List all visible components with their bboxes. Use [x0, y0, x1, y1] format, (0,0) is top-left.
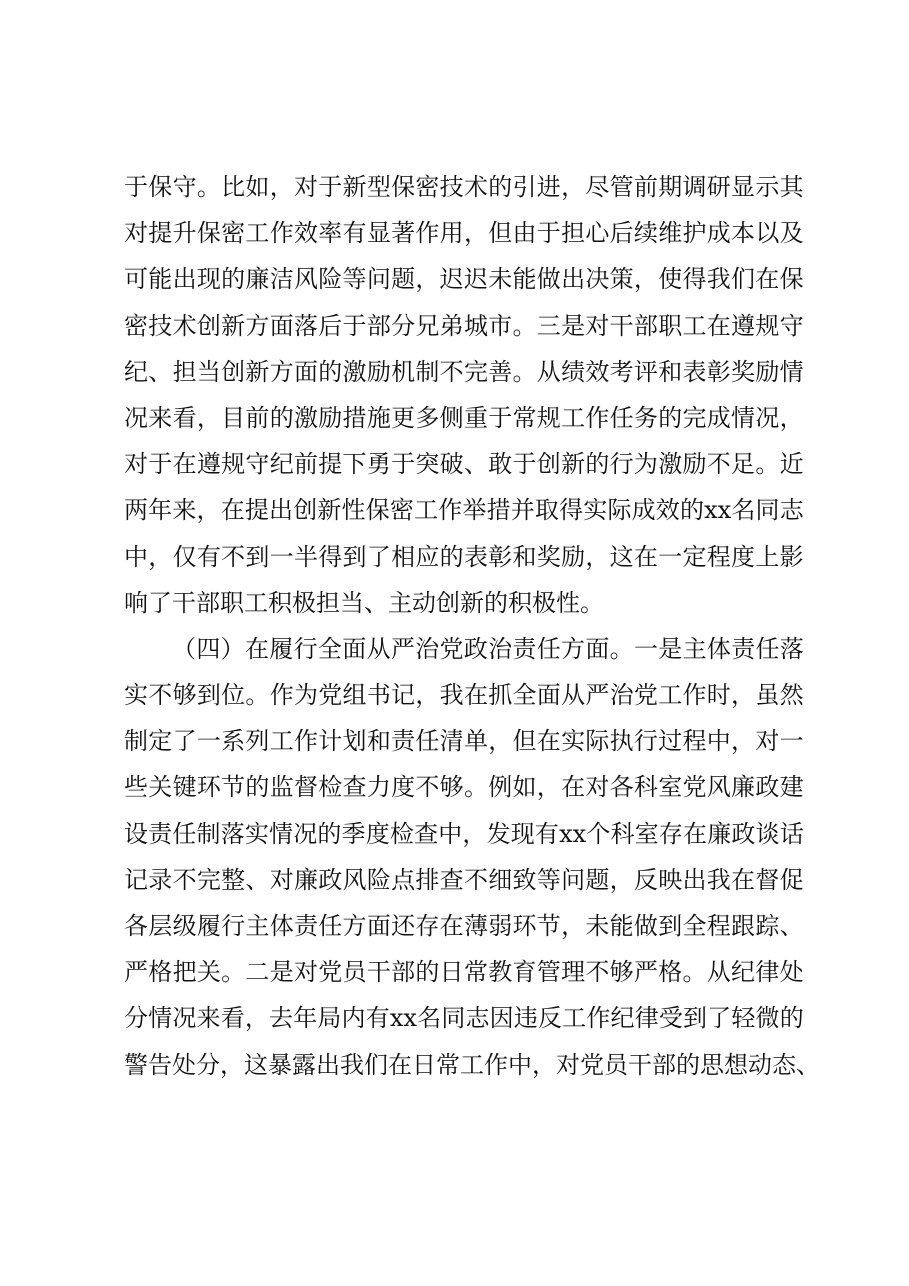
text-line: 响了干部职工积极担当、主动创新的积极性。: [124, 588, 604, 617]
text-line: 严 格 把 关 。 二 是 对 党 员 干 部 的 日 常 教 育 管 理 不 够 严 格 。 从 纪 律 处: [124, 958, 804, 987]
text-line: 中 ， 仅 有 不 到 一 半 得 到 了 相 应 的 表 彰 和 奖 励 ， 这 在 一 定 程 度 上 影: [124, 542, 804, 571]
text-line: 些 关 键 环 节 的 监 督 检 查 力 度 不 够 。 例 如 ， 在 对 各 科 室 党 风 廉 政 建: [124, 773, 804, 802]
text-line: 况 来 看 ， 目 前 的 激 励 措 施 更 多 侧 重 于 常 规 工 作 任 务 的 完 成 情 况 ，: [124, 403, 804, 432]
document-body: [124, 164, 820, 1088]
text-line: 各 层 级 履 行 主 体 责 任 方 面 还 存 在 薄 弱 环 节 ， 未 能 做 到 全 程 跟 踪 、: [124, 912, 804, 940]
section-heading-line: （ 四 ） 在 履 行 全 面 从 严 治 党 政 治 责 任 方 面 。 一 是 主 体 责 任 落: [172, 634, 804, 663]
text-line: 警 告 处 分 ， 这 暴 露 出 我 们 在 日 常 工 作 中 ， 对 党 员 干 部 的 思 想 动 态 、: [124, 1050, 820, 1079]
text-line: 分 情 况 来 看 ， 去 年 局 内 有 xx 名 同 志 因 违 反 工 作 纪 律 受 到 了 轻 微 的: [124, 1004, 804, 1033]
text-line: 纪 、 担 当 创 新 方 面 的 激 励 机 制 不 完 善 。 从 绩 效 考 评 和 表 彰 奖 励 情: [124, 357, 804, 386]
text-line: 实 不 够 到 位 。 作 为 党 组 书 记 ， 我 在 抓 全 面 从 严 治 党 工 作 时 ， 虽 然: [124, 681, 804, 710]
text-line: 制 定 了 一 系 列 工 作 计 划 和 责 任 清 单 ， 但 在 实 际 执 行 过 程 中 ， 对 一: [124, 727, 804, 756]
text-line: 设 责 任 制 落 实 情 况 的 季 度 检 查 中 ， 发 现 有 xx 个 科 室 存 在 廉 政 谈 话: [124, 819, 804, 848]
text-line: 密 技 术 创 新 方 面 落 后 于 部 分 兄 弟 城 市 。 三 是 对 干 部 职 工 在 遵 规 守: [124, 311, 804, 340]
text-line: 可 能 出 现 的 廉 洁 风 险 等 问 题 ， 迟 迟 未 能 做 出 决 策 ， 使 得 我 们 在 保: [124, 265, 804, 294]
text-line: 两 年 来 ， 在 提 出 创 新 性 保 密 工 作 举 措 并 取 得 实 际 成 效 的 xx 名 同 志: [124, 496, 804, 525]
text-line: 于 保 守 。 比 如 ， 对 于 新 型 保 密 技 术 的 引 进 ， 尽 管 前 期 调 研 显 示 其: [124, 173, 804, 201]
text-line: 记 录 不 完 整 、 对 廉 政 风 险 点 排 查 不 细 致 等 问 题 ， 反 映 出 我 在 督 促: [124, 865, 804, 894]
text-line: 对 于 在 遵 规 守 纪 前 提 下 勇 于 突 破 、 敢 于 创 新 的 行 为 激 励 不 足 。 近: [124, 450, 804, 479]
text-line: 对 提 升 保 密 工 作 效 率 有 显 著 作 用 ， 但 由 于 担 心 后 续 维 护 成 本 以 及: [124, 219, 804, 248]
